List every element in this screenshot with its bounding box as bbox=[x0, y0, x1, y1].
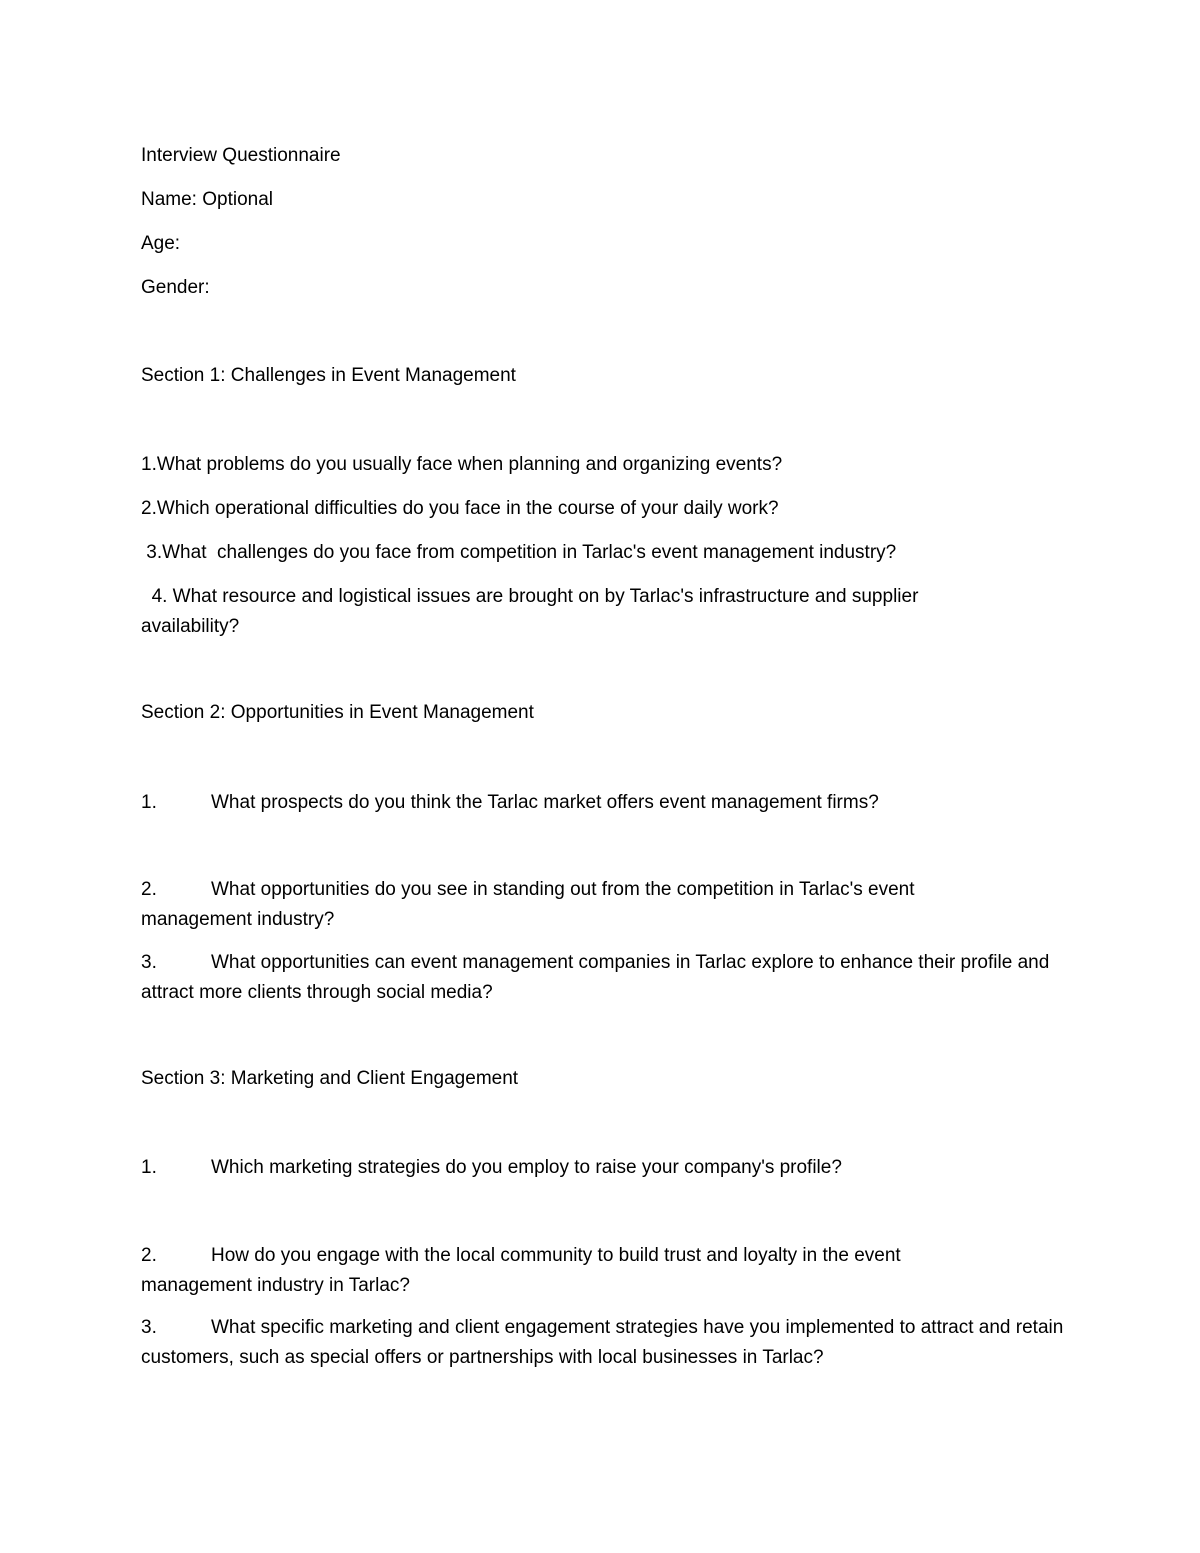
section3-question-2 bbox=[141, 1241, 961, 1301]
section3-question-3 bbox=[141, 1313, 1071, 1373]
question-text: What specific marketing and client engagement strategies have you implemented to attract and retain customers, such as special offers or partnerships with local businesses in Tarlac? bbox=[141, 1317, 1064, 1368]
section2-question-1 bbox=[141, 788, 1071, 818]
section2-heading: Section 2: Opportunities in Event Management bbox=[141, 702, 534, 723]
age-field-label: Age: bbox=[141, 233, 181, 254]
gender-field-label: Gender: bbox=[141, 277, 210, 298]
question-text: What prospects do you think the Tarlac market offers event management firms? bbox=[211, 792, 879, 813]
section1-question-1: 1.What problems do you usually face when planning and organizing events? bbox=[141, 454, 783, 475]
question-number: 2. bbox=[141, 879, 157, 900]
section1-question-3: 3.What challenges do you face from competition in Tarlac's event management industry? bbox=[141, 542, 897, 563]
question-number: 3. bbox=[141, 1317, 157, 1338]
question-number: 3. bbox=[141, 952, 157, 973]
section2-question-3 bbox=[141, 948, 1071, 1008]
section1-question-4: 4. What resource and logistical issues are brought on by Tarlac's infrastructure and supplier availability? bbox=[141, 586, 924, 637]
section3-heading: Section 3: Marketing and Client Engagement bbox=[141, 1068, 519, 1089]
section2-question-2 bbox=[141, 875, 971, 935]
question-number: 1. bbox=[141, 1157, 157, 1178]
section3-question-1 bbox=[141, 1153, 1071, 1183]
section1-heading: Section 1: Challenges in Event Management bbox=[141, 365, 516, 386]
question-text: What opportunities do you see in standing out from the competition in Tarlac's event management industry? bbox=[141, 879, 915, 930]
question-number: 1. bbox=[141, 792, 157, 813]
question-text: What opportunities can event management companies in Tarlac explore to enhance their profile and attract more clients through social media? bbox=[141, 952, 1050, 1003]
name-field-label: Name: Optional bbox=[141, 189, 274, 210]
document-title: Interview Questionnaire bbox=[141, 145, 341, 166]
question-number: 2. bbox=[141, 1245, 157, 1266]
question-text: Which marketing strategies do you employ to raise your company's profile? bbox=[211, 1157, 842, 1178]
question-text: How do you engage with the local community to build trust and loyalty in the event management industry in Tarlac? bbox=[141, 1245, 901, 1296]
section1-question-2: 2.Which operational difficulties do you face in the course of your daily work? bbox=[141, 498, 779, 519]
